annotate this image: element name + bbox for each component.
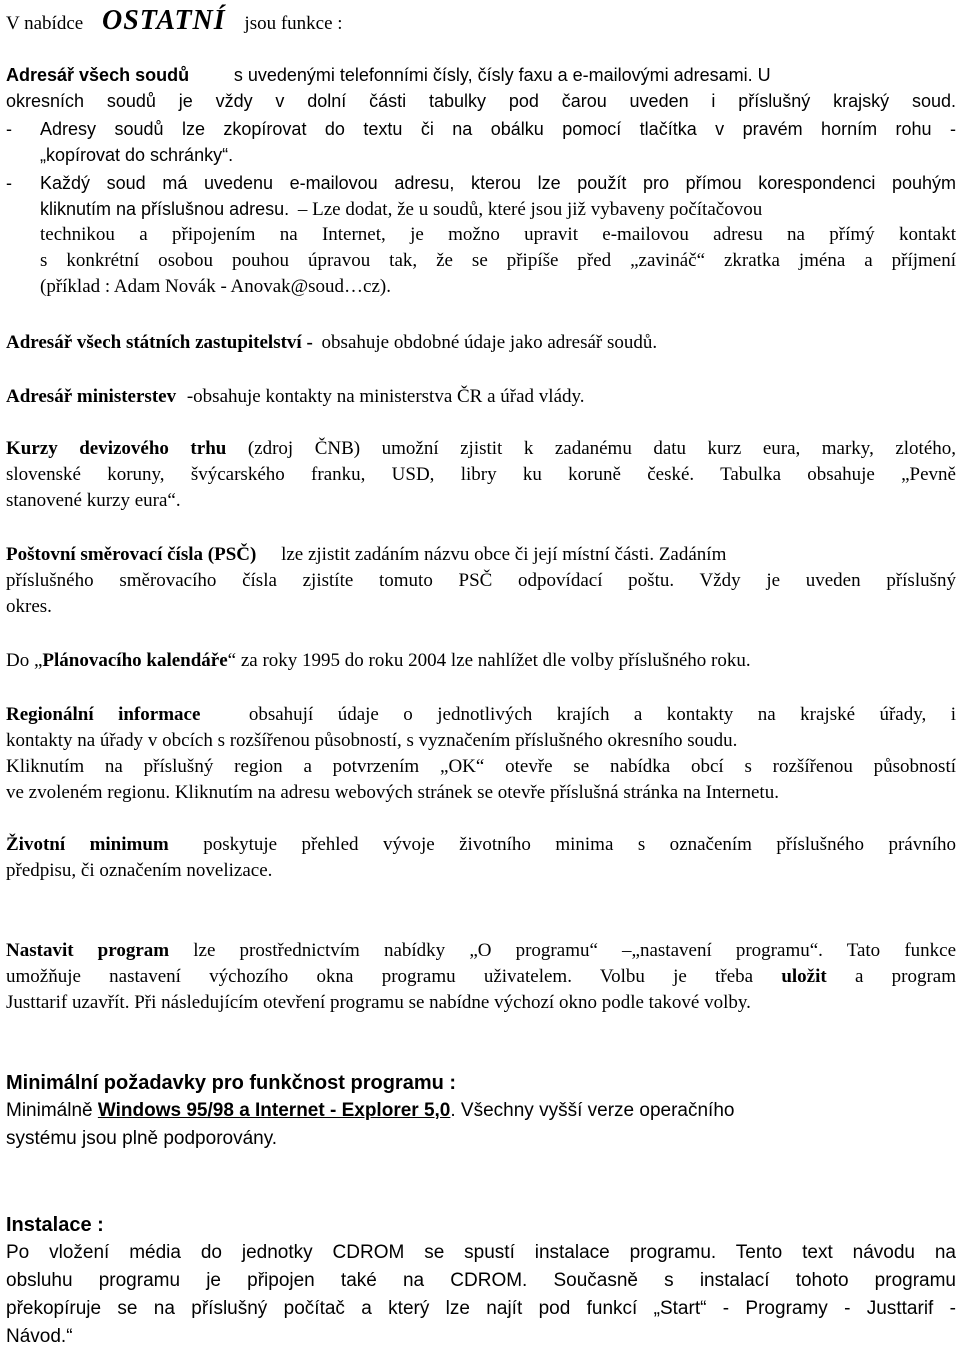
regionalni-text-4: ve zvoleném regionu. Kliknutím na adresu webových stránek se otevře příslušná stránka na Internetu.	[6, 782, 779, 803]
psc-text-1: lze zjistit zadáním názvu obce či její místní části. Zadáním	[281, 544, 727, 565]
pozadavky-text-1c: . Všechny vyšší verze operačního	[450, 1100, 735, 1121]
kurzy-text-1: (zdroj ČNB) umožní zjistit k zadanému datu kurz eura, marky, zlotého,	[247, 438, 956, 459]
soudy-title: Adresář všech soudů	[6, 65, 190, 85]
minimum-line-1	[6, 832, 956, 858]
regionalni-text-2: kontakty na úřady v obcích s rozšířenou působností, s vyznačením příslušného okresního soudu.	[6, 730, 738, 751]
ministerstva-title: Adresář ministerstev	[6, 386, 177, 407]
nastavit-line-1	[6, 938, 956, 964]
soudy-text-2: okresních soudů je vždy v dolní části tabulky pod čarou uveden i příslušný krajský soud.	[6, 91, 956, 111]
psc-line-1	[6, 542, 956, 568]
bullet-1-text-1: Adresy soudů lze zkopírovat do textu či na obálku pomocí tlačítka v pravém horním rohu -	[40, 119, 956, 139]
minimum-text-1: poskytuje přehled vývoje životního minima s označením příslušného právního	[203, 834, 956, 855]
kurzy-text-3: stanovené kurzy eura“.	[6, 490, 181, 511]
regionalni-text-3: Kliknutím na příslušný region a potvrzením „OK“ otevře se nabídka obcí s rozšířenou působností	[6, 756, 956, 777]
intro-word: OSTATNÍ	[101, 5, 226, 36]
bullet-1-text-2: „kopírovat do schránky“.	[40, 145, 234, 165]
kurzy-title: Kurzy devizového trhu	[6, 438, 227, 459]
soudy-text-1: s uvedenými telefonními čísly, čísly faxu a e-mailovými adresami. U	[233, 65, 771, 85]
psc-title: Poštovní směrovací čísla (PSČ)	[6, 544, 257, 565]
bullet-2-text-4: s konkrétní osobou pouhou úpravou tak, že se připíše před „zavináč“ zkratka jména a příjmení	[40, 250, 956, 271]
nastavit-save-word: uložit	[781, 966, 827, 987]
pozadavky-heading: Minimální požadavky pro funkčnost programu :	[6, 1072, 457, 1094]
instalace-text-3: překopíruje se na příslušný počítač a který lze najít pod funkcí „Start“ - Programy - Justtarif -	[6, 1298, 956, 1319]
instalace-heading: Instalace :	[6, 1214, 104, 1236]
nastavit-text-3: Justtarif uzavřít. Při následujícím otevření programu se nabídne výchozí okno podle takové volby.	[6, 992, 751, 1013]
ministerstva-text: -obsahuje kontakty na ministerstva ČR a úřad vlády.	[186, 386, 585, 407]
bullet-2-text-3: technikou a připojením na Internet, je možno upravit e-mailovou adresu na přímý kontakt	[40, 224, 956, 245]
psc-text-3: okres.	[6, 596, 52, 617]
nastavit-text-2a: umožňuje nastavení výchozího okna programu uživatelem. Volbu je třeba	[6, 966, 754, 987]
kurzy-text-2: slovenské koruny, švýcarského franku, USD, libry ku koruně české. Tabulka obsahuje „Pevně	[6, 464, 956, 485]
zastupitelstvi-line	[6, 330, 956, 356]
kalendar-pre: Do „	[6, 650, 43, 671]
kurzy-line-1	[6, 436, 956, 462]
instalace-text-4: Návod.“	[6, 1326, 73, 1347]
bullet-2-text-5: (příklad : Adam Novák - Anovak@soud…cz).	[40, 276, 391, 297]
intro-suffix: jsou funkce :	[244, 13, 343, 34]
minimum-text-2: předpisu, či označením novelizace.	[6, 860, 273, 881]
regionalni-text-1: obsahují údaje o jednotlivých krajích a kontakty na krajské úřady, i	[248, 704, 956, 725]
intro-line	[6, 5, 956, 37]
nastavit-line-2	[6, 964, 956, 990]
kalendar-post: “ za roky 1995 do roku 2004 lze nahlížet dle volby příslušného roku.	[227, 650, 751, 671]
pozadavky-text-1a: Minimálně	[6, 1100, 93, 1121]
bullet-dash-1: -	[6, 119, 12, 139]
nastavit-text-1: lze prostřednictvím nabídky „O programu“ –„nastavení programu“. Tato funkce	[193, 940, 957, 961]
minimum-title: Životní minimum	[6, 834, 169, 855]
nastavit-title: Nastavit program	[6, 940, 170, 961]
kalendar-title: Plánovacího kalendáře	[42, 650, 228, 671]
instalace-text-1: Po vložení média do jednotky CDROM se spustí instalace programu. Tento text návodu na	[6, 1242, 956, 1263]
pozadavky-text-2: systému jsou plně podporovány.	[6, 1128, 278, 1149]
bullet-2-text-2a: kliknutím na příslušnou adresu.	[40, 199, 290, 219]
ministerstva-line	[6, 384, 956, 410]
bullet-2-text-2b: – Lze dodat, že u soudů, které jsou již vybaveny počítačovou	[297, 199, 763, 220]
pozadavky-line-1	[6, 1098, 956, 1124]
pozadavky-os-versions: Windows 95/98 a Internet - Explorer 5,0	[97, 1100, 451, 1121]
psc-text-2: příslušného směrovacího čísla zjistíte tomuto PSČ odpovídací poštu. Vždy je uveden příslušný	[6, 570, 956, 591]
intro-prefix: V nabídce	[6, 13, 84, 34]
zastupitelstvi-title: Adresář všech státních zastupitelství -	[6, 332, 313, 353]
zastupitelstvi-text: obsahuje obdobné údaje jako adresář soudů.	[321, 332, 658, 353]
bullet-2-line-2	[40, 196, 956, 223]
soudy-line-1	[6, 62, 956, 89]
bullet-dash-2: -	[6, 173, 12, 193]
kalendar-line	[6, 648, 956, 674]
instalace-text-2: obsluhu programu je připojen také na CDROM. Současně s instalací tohoto programu	[6, 1270, 956, 1291]
bullet-2-text-1: Každý soud má uvedenu e-mailovou adresu, kterou lze použít pro přímou korespondenci pouhým	[40, 173, 956, 193]
nastavit-text-2c: a program	[854, 966, 957, 987]
regionalni-title: Regionální informace	[6, 704, 201, 725]
regionalni-line-1	[6, 702, 956, 728]
